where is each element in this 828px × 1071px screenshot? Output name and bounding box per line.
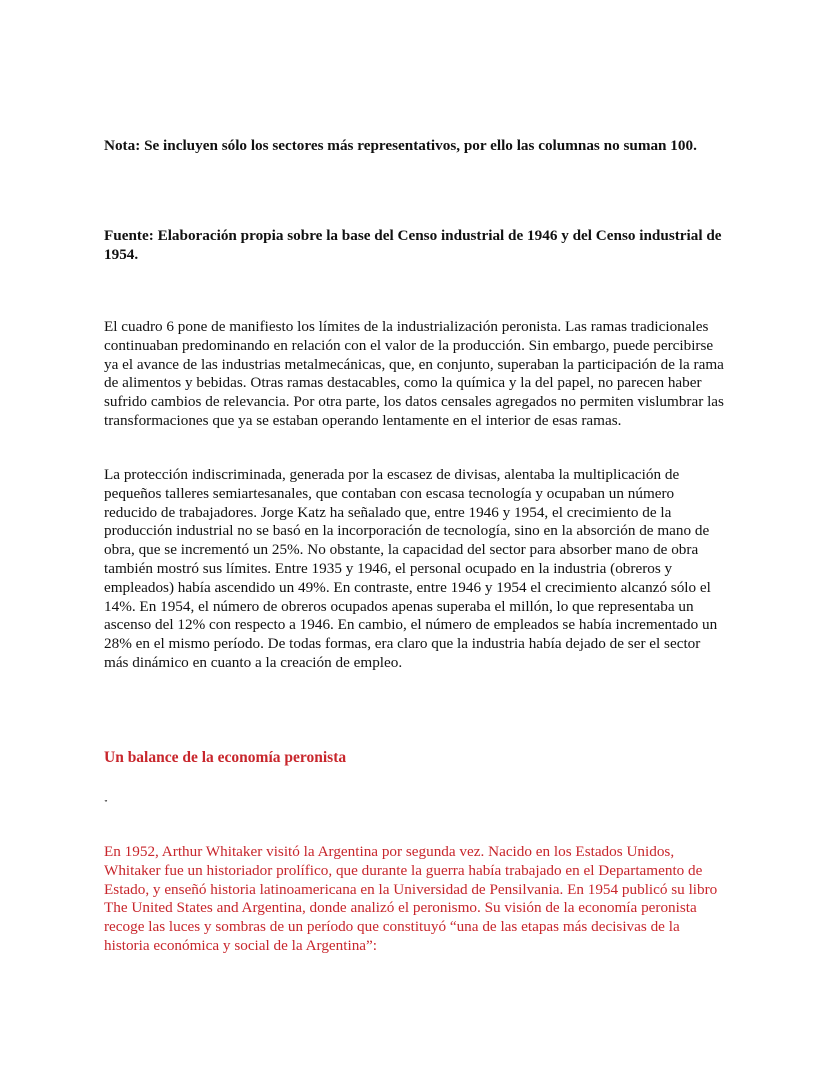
table-source: Fuente: Elaboración propia sobre la base del Censo industrial de 1946 y del Censo industrial de 1954.: [104, 227, 722, 263]
table-note: Nota: Se incluyen sólo los sectores más representativos, por ello las columnas no suman 100.: [104, 137, 697, 154]
body-paragraph-2: La protección indiscriminada, generada por la escasez de divisas, alentaba la multiplicación de pequeños talleres semiartesanales, que contaban con escasa tecnología y ocupaban un número reducido de trabajadores. Jorge Katz ha señalado que, entre 1946 y 1954, el crecimiento de la producción industrial no se basó en la incorporación de tecnología, sino en la absorción de mano de obra, que se incrementó un 25%. No obstante, la capacidad del sector para absorber mano de obra también mostró sus límites. Entre 1935 y 1946, el personal ocupado en la industria (obreros y empleados) había ascendido un 49%. En contraste, entre 1946 y 1954 el crecimiento alcanzó sólo el 14%. En 1954, el número de obreros ocupados apenas superaba el millón, lo que representaba un ascenso del 12% con respecto a 1946. En cambio, el número de empleados se había incrementado un 28% en el mismo período. De todas formas, era claro que la industria había dejado de ser el sector más dinámico en cuanto a la creación de empleo.: [104, 466, 718, 671]
small-quote-mark: ": [104, 799, 108, 807]
section-heading: Un balance de la economía peronista: [104, 749, 347, 766]
body-paragraph-3: En 1952, Arthur Whitaker visitó la Argentina por segunda vez. Nacido en los Estados Unidos, Whitaker fue un historiador prolífico, que durante la guerra había trabajado en el Departamento de Estado, y enseñó historia latinoamericana en la Universidad de Pensilvania. En 1954 publicó su libro The United States and Argentina, donde analizó el peronismo. Su visión de la economía peronista recoge las luces y sombras de un período que constituyó “una de las etapas más decisivas de la historia económica y social de la Argentina”:: [104, 843, 718, 954]
body-paragraph-1: El cuadro 6 pone de manifiesto los límites de la industrialización peronista. Las ramas tradicionales continuaban predominando en relación con el valor de la producción. Sin embargo, puede percibirse ya el avance de las industrias metalmecánicas, que, en conjunto, superaban la participación de la rama de alimentos y bebidas. Otras ramas destacables, como la química y la del papel, no parecen haber sufrido cambios de relevancia. Por otra parte, los datos censales agregados no permiten vislumbrar las transformaciones que ya se estaban operando lentamente en el interior de esas ramas.: [104, 318, 724, 429]
